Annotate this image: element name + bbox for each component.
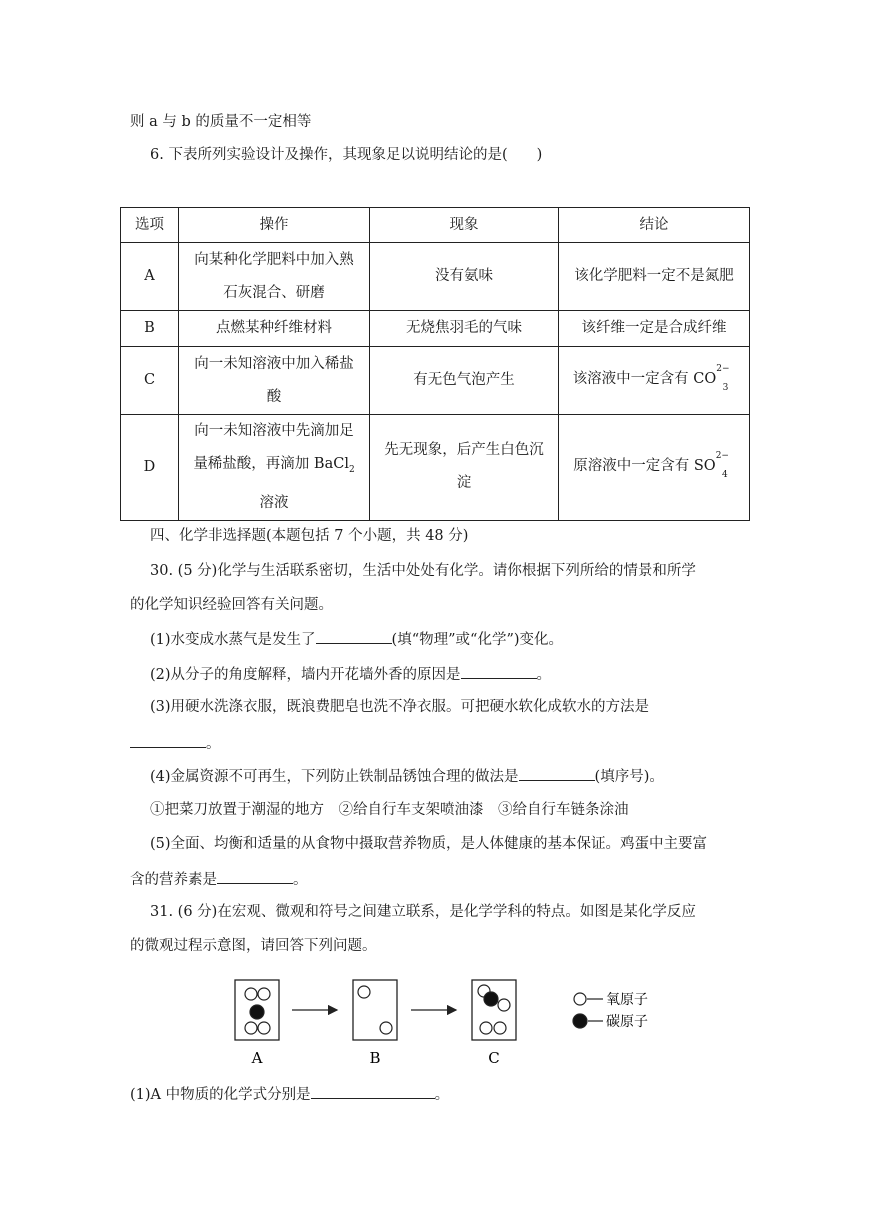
ion-subscript: 3 [722,382,729,393]
cell-text: 酸 [266,388,282,405]
oxygen-atom [258,1022,270,1034]
cell-phenomenon: 没有氨味 [370,243,559,311]
conclusion-text: 该溶液中一定含有 CO [572,370,717,387]
text: 。 [536,667,552,683]
cell-text: 石灰混合、研磨 [223,284,325,301]
oxygen-atom [245,1022,257,1034]
question-31-1 [130,1084,449,1105]
formula-subscript: 2 [348,464,355,475]
table-row [121,347,750,415]
table-row [121,311,750,347]
cell-option: D [121,415,179,521]
text: 。 [293,872,308,888]
cell-operation [179,347,370,415]
oxygen-atom [358,986,370,998]
text: 含的营养素是 [130,872,217,888]
label-b: B [369,1049,381,1067]
ion-subscript: 4 [721,469,728,480]
oxygen-atom [494,1022,506,1034]
header-phenomenon: 现象 [370,208,559,243]
text: (填序号)。 [594,769,664,785]
section-heading: 四、化学非选择题(本题包括 7 个小题，共 48 分) [150,528,469,544]
text: (2)从分子的角度解释，墙内开花墙外香的原因是 [150,667,461,683]
cell-text: 向一未知溶液中加入稀盐 [194,355,354,372]
question-30-4 [150,766,664,787]
answer-blank[interactable] [311,1084,435,1099]
question-30-4-options: ①把菜刀放置于潮湿的地方 ②给自行车支架喷油漆 ③给自行车链条涂油 [150,802,629,818]
answer-blank[interactable] [316,629,392,644]
question-30-1 [150,629,563,650]
question-6: 6. 下表所列实验设计及操作，其现象足以说明结论的是( ) [150,147,543,163]
cell-text: 向某种化学肥料中加入熟 [194,251,354,268]
cell-phenomenon: 有无色气泡产生 [370,347,559,415]
header-conclusion: 结论 [559,208,750,243]
carbon-atom [484,992,498,1006]
oxygen-atom [480,1022,492,1034]
question-31-cont: 的微观过程示意图，请回答下列问题。 [130,938,377,954]
question-30-3-cont [130,733,221,754]
cell-phenomenon: 无烧焦羽毛的气味 [370,311,559,347]
oxygen-atom [380,1022,392,1034]
text: (1)水变成水蒸气是发生了 [150,632,316,648]
table-header-row [121,208,750,243]
legend-carbon-label: 碳原子 [606,1014,648,1030]
question-30: 30. (5 分)化学与生活联系密切，生活中处处有化学。请你根据下列所给的情景和所学 [150,563,696,579]
text: (4)金属资源不可再生，下列防止铁制品锈蚀合理的做法是 [150,769,519,785]
text: (1)A 中物质的化学式分别是 [130,1087,311,1103]
legend-carbon-icon [573,1014,587,1028]
cell-option: C [121,347,179,415]
experiment-table [120,207,750,521]
answer-blank[interactable] [461,664,537,679]
oxygen-atom [498,999,510,1011]
cell-text: 向一未知溶液中先滴加足 [194,423,354,439]
cell-conclusion [559,415,750,521]
answer-blank[interactable] [519,766,595,781]
text: 。 [206,736,221,752]
question-30-5-cont [130,869,308,890]
cell-operation: 点燃某种纤维材料 [179,311,370,347]
question-31: 31. (6 分)在宏观、微观和符号之间建立联系，是化学学科的特点。如图是某化学反应 [150,904,696,920]
header-operation: 操作 [179,208,370,243]
ion-charge: 2− [716,364,730,375]
cell-text [187,448,361,487]
oxygen-atom [245,988,257,1000]
oxygen-atom [258,988,270,1000]
question-30-3: (3)用硬水洗涤衣服，既浪费肥皂也洗不净衣服。可把硬水软化成软水的方法是 [150,699,650,715]
conclusion-text: 原溶液中一定含有 SO [573,457,716,474]
answer-blank[interactable] [217,869,293,884]
cell-operation [179,415,370,521]
cell-conclusion [559,347,750,415]
cell-conclusion: 该化学肥料一定不是氮肥 [559,243,750,311]
text-line: 则 a 与 b 的质量不一定相等 [130,114,312,130]
cell-text: 先无现象，后产生白色沉 [384,442,544,459]
question-30-5: (5)全面、均衡和适量的从食物中摄取营养物质，是人体健康的基本保证。鸡蛋中主要富 [150,836,708,852]
table-row [121,243,750,311]
label-c: C [488,1049,500,1067]
legend-oxygen-label: 氧原子 [606,992,648,1008]
text: 。 [434,1087,450,1103]
text: (填“物理”或“化学”)变化。 [391,632,564,648]
legend-oxygen-icon [574,993,586,1005]
cell-option: B [121,311,179,347]
question-30-2 [150,664,551,685]
cell-phenomenon [370,415,559,521]
cell-conclusion: 该纤维一定是合成纤维 [559,311,750,347]
cell-text-part: 量稀盐酸，再滴加 BaCl [193,456,349,472]
carbon-atom [250,1005,264,1019]
label-a: A [251,1049,263,1067]
question-30-cont: 的化学知识经验回答有关问题。 [130,597,333,613]
table-row [121,415,750,521]
cell-operation [179,243,370,311]
answer-blank[interactable] [130,733,206,748]
cell-text: 淀 [456,475,472,492]
ion-charge: 2− [715,451,729,462]
cell-option: A [121,243,179,311]
cell-text: 溶液 [259,494,289,511]
reaction-diagram [225,972,675,1072]
header-option: 选项 [121,208,179,243]
